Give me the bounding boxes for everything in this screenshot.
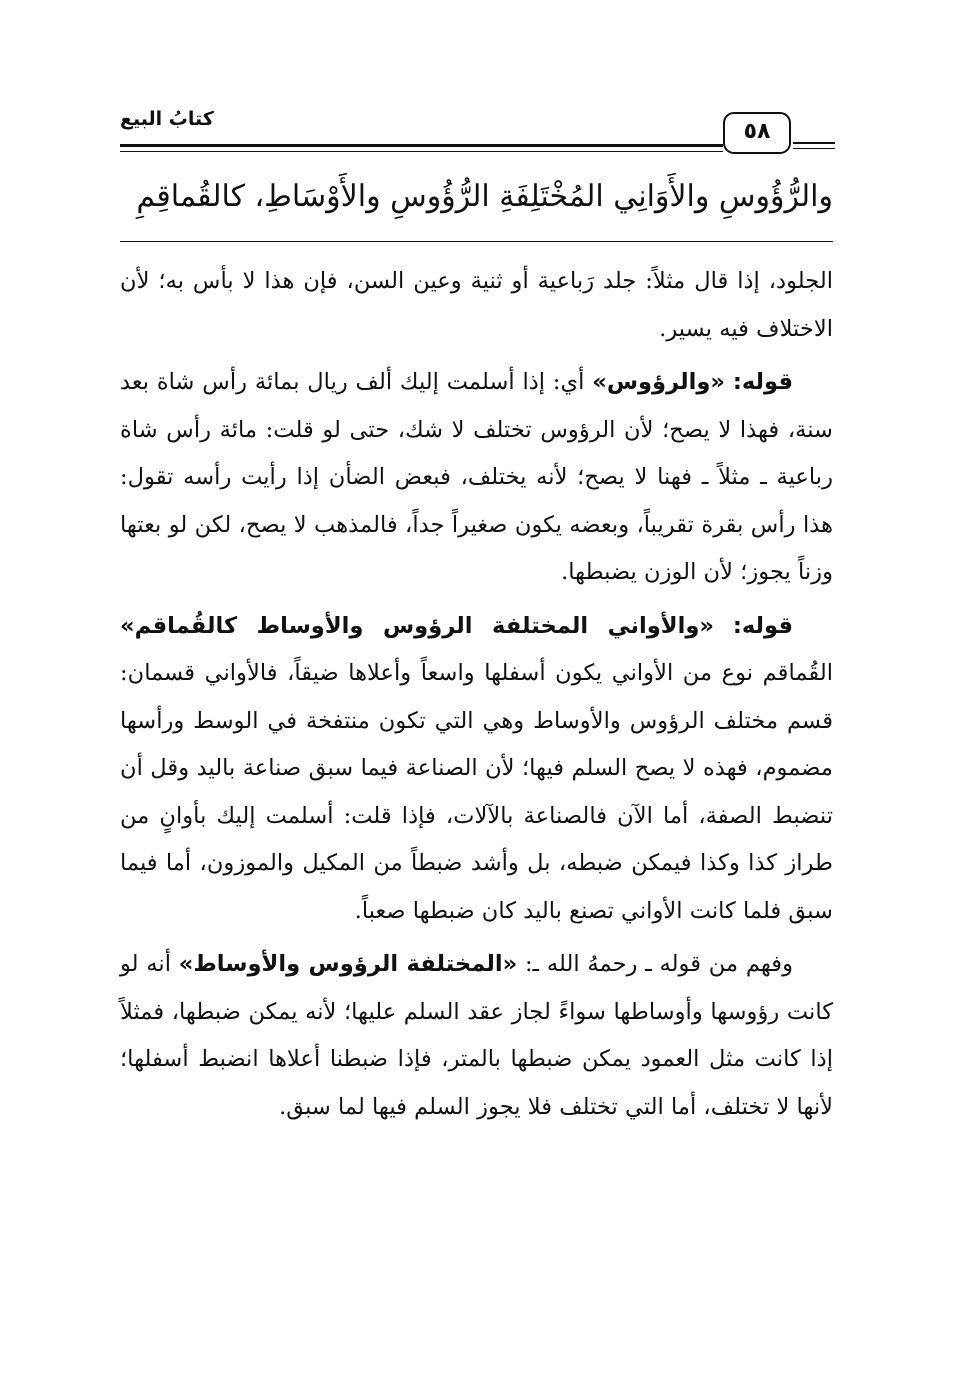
commentary-paragraph-4	[120, 941, 833, 1131]
qawluhu-label: قوله:	[732, 612, 793, 639]
paragraph-text-after: أنه لو كانت رؤوسها وأوساطها سواءً لجاز عقد السلم عليها؛ لأنه يمكن ضبطها، فمثلاً إذا كانت مثل العمود يمكن ضبطها بالمتر، فإذا ضبطنا أعلاها انضبط أسفلها؛ لأنها لا تختلف، أما التي تختلف فلا يجوز السلم فيها لما سبق.	[120, 951, 833, 1120]
header-rule	[120, 144, 723, 152]
quoted-matn: «والأواني المختلفة الرؤوس والأوساط كالقُماقم»	[120, 612, 714, 639]
matn-separator-rule	[120, 241, 833, 242]
commentary-paragraph-2	[120, 359, 833, 597]
commentary-paragraph-3	[120, 603, 833, 936]
paragraph-text: الجلود، إذا قال مثلاً: جلد رَباعية أو ثنية وعين السن، فإن هذا لا بأس به؛ لأن الاختلاف فيه يسير.	[120, 268, 833, 342]
commentary-paragraph-1	[120, 258, 833, 353]
commentary-body	[120, 258, 833, 1137]
paragraph-text: القُماقم نوع من الأواني يكون أسفلها واسعاً وأعلاها ضيقاً، فالأواني قسمان: قسم مختلف الرؤوس والأوساط وهي التي تكون منتفخة في الوسط ورأسها مضموم، فهذه لا يصح السلم فيها؛ لأن الصناعة فيما سبق صناعة باليد وقل أن تنضبط الصفة، أما الآن فالصناعة بالآلات، فإذا قلت: أسلمت إليك بأوانٍ من طراز كذا وكذا فيمكن ضبطه، بل وأشد ضبطاً من المكيل والموزون، أما فيما سبق فلما كانت الأواني تصنع باليد كان ضبطها صعباً.	[120, 660, 833, 924]
book-title	[120, 108, 320, 130]
paragraph-text-before: وفهم من قوله ـ رحمهُ الله ـ:	[517, 951, 793, 977]
header-rule-short	[793, 142, 835, 144]
matn-text: والرُّؤُوسِ والأَوَانِي المُخْتَلِفَةِ الرُّؤُوسِ والأَوْسَاطِ، كالقُماقِمِ	[136, 179, 833, 214]
running-header	[120, 108, 835, 156]
quoted-matn: «والرؤوس»	[592, 369, 726, 395]
qawluhu-label: قوله:	[732, 369, 793, 395]
paragraph-text: أي: إذا أسلمت إليك ألف ريال بمائة رأس شاة بعد سنة، فهذا لا يصح؛ لأن الرؤوس تختلف لا شك، حتى لو قلت: مائة رأس شاة رباعية ـ مثلاً ـ فهنا لا يصح؛ لأنه يختلف، فبعض الضأن إذا رأيت رأسه تقول: هذا رأس بقرة تقريباً، وبعضه يكون صغيراً جداً، فالمذهب لا يصح، لكن لو بعتها وزناً يجوز؛ لأن الوزن يضبطها.	[120, 369, 833, 585]
book-title-text: كتابُ البيع	[120, 108, 214, 130]
page-number: ٥٨	[723, 112, 791, 154]
quoted-matn: «المختلفة الرؤوس والأوساط»	[178, 951, 518, 977]
